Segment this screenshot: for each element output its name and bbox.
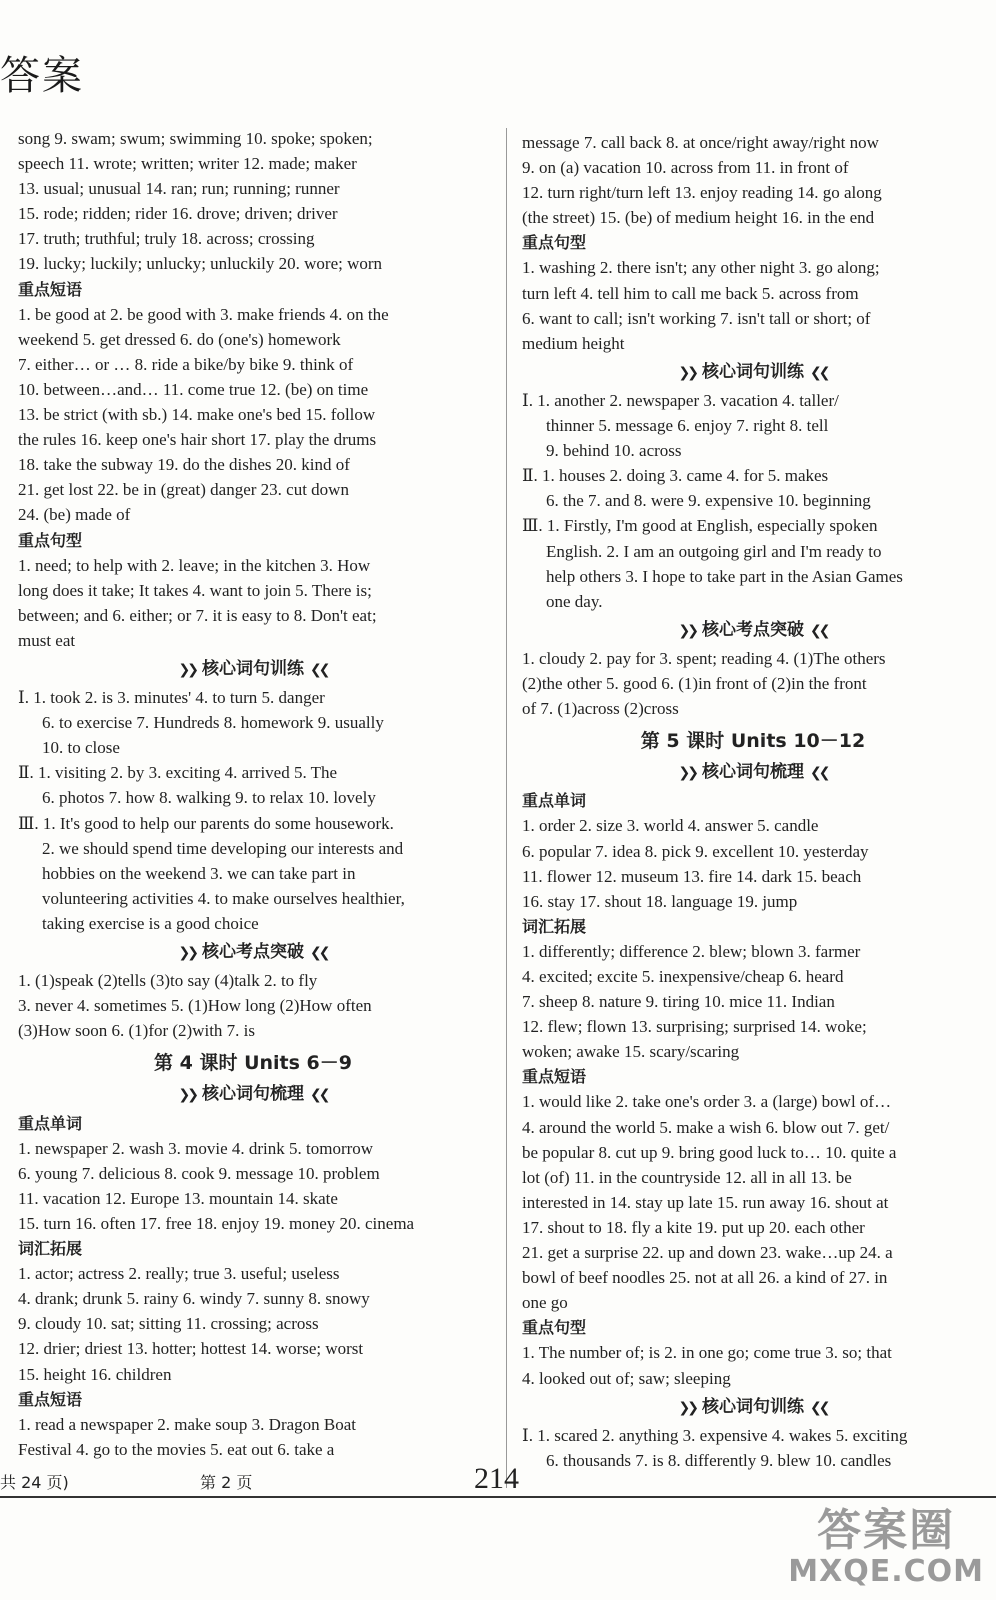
answer-line: the rules 16. keep one's hair short 17. play the drums [18,430,377,450]
answer-line: 1. would like 2. take one's order 3. a (large) bowl of… [522,1092,892,1112]
banner-label: 核心考点突破 [702,619,804,640]
answer-line: 4. drank; drunk 5. rainy 6. windy 7. sunny 8. snowy [18,1289,370,1309]
answer-line: hobbies on the weekend 3. we can take part in [42,863,356,883]
answer-line: 1. be good at 2. be good with 3. make friends 4. on the [18,304,389,324]
page-title: 答案 [0,53,84,99]
section-heading: 重点句型 [18,530,83,550]
answer-line: 18. take the subway 19. do the dishes 20. kind of [18,455,350,475]
answer-line: 1. order 2. size 3. world 4. answer 5. candle [522,816,819,836]
answer-line: volunteering activities 4. to make ourselves healthier, [42,888,405,908]
answer-line: song 9. swam; swum; swimming 10. spoke; spoken; [18,129,373,148]
section-banner [18,940,488,966]
answer-line: 17. shout to 18. fly a kite 19. put up 20. each other [522,1217,865,1237]
answer-line: Ⅰ. 1. scared 2. anything 3. expensive 4. wakes 5. exciting [522,1425,908,1445]
double-chevron-left-icon: ❮❮ [310,661,328,678]
lesson-heading: 第 5 课时 Units 10－12 [640,730,866,753]
answer-line: long does it take; It takes 4. want to join 5. There is; [18,580,372,600]
answer-line: 6. thousands 7. is 8. differently 9. blew 10. candles [546,1450,892,1470]
answer-line: 1. (1)speak (2)tells (3)to say (4)talk 2. to fly [18,971,318,991]
answer-line: 10. between…and… 11. come true 12. (be) on time [18,379,369,399]
footer-rule [0,1496,996,1498]
left-column [18,126,488,1462]
section-heading: 重点短语 [18,1389,83,1409]
watermark-text: 答案圈 [817,1505,956,1556]
answer-line: be popular 8. cut up 9. bring good luck to… 10. quite a [522,1142,897,1162]
answer-line: 11. flower 12. museum 13. fire 14. dark 15. beach [522,866,862,886]
watermark-logo [788,1505,984,1589]
answer-line: of 7. (1)across (2)cross [522,699,679,719]
answer-line: (the street) 15. (be) of medium height 16. in the end [522,208,875,228]
answer-line: 6. to exercise 7. Hundreds 8. homework 9. usually [42,713,384,733]
answer-line: 15. rode; ridden; rider 16. drove; driven; driver [18,204,338,224]
page-footer [0,1462,996,1502]
answer-line: Ⅱ. 1. houses 2. doing 3. came 4. for 5. makes [522,466,829,486]
section-banner [522,360,984,386]
answer-line: 13. be strict (with sb.) 14. make one's bed 15. follow [18,405,376,425]
answer-line: (3)How soon 6. (1)for (2)with 7. is [18,1021,256,1041]
answer-line: medium height [522,333,625,353]
answer-line: 10. to close [42,738,120,758]
answer-line: 4. looked out of; saw; sleeping [522,1368,731,1388]
double-chevron-left-icon: ❮❮ [810,1399,828,1416]
answer-line: 16. stay 17. shout 18. language 19. jump [522,891,798,911]
lesson-heading: 第 4 课时 Units 6－9 [154,1052,352,1075]
answer-line: 9. on (a) vacation 10. across from 11. in front of [522,158,849,178]
double-chevron-right-icon: ❯❯ [678,765,696,782]
watermark-url: MXQE.COM [788,1554,984,1589]
answer-line: 13. usual; unusual 14. ran; run; running; runner [18,179,340,199]
answer-line: bowl of beef noodles 25. not at all 26. a kind of 27. in [522,1268,888,1288]
answer-line: Ⅲ. 1. It's good to help our parents do some housework. [18,813,394,833]
page-label: 第 2 页 [200,1473,253,1492]
answer-line: 6. photos 7. how 8. walking 9. to relax 10. lovely [42,788,376,808]
answer-line: weekend 5. get dressed 6. do (one's) homework [18,329,341,349]
section-heading: 重点句型 [522,233,587,253]
answer-line: Ⅲ. 1. Firstly, I'm good at English, especially spoken [522,516,878,536]
answer-line: woken; awake 15. scary/scaring [522,1042,740,1062]
answer-line: 21. get lost 22. be in (great) danger 23. cut down [18,480,349,500]
answer-line: 1. need; to help with 2. leave; in the kitchen 3. How [18,555,371,575]
total-pages: 共 24 页) [0,1473,69,1492]
answer-line: 2. we should spend time developing our interests and [42,838,404,858]
double-chevron-right-icon: ❯❯ [178,945,196,961]
answer-line: Ⅰ. 1. took 2. is 3. minutes' 4. to turn 5. danger [18,688,325,708]
answer-line: 12. turn right/turn left 13. enjoy reading 14. go along [522,183,882,203]
double-chevron-left-icon: ❮❮ [810,364,828,381]
column-divider [506,128,507,1488]
section-heading: 重点句型 [522,1318,587,1338]
answer-line: 15. turn 16. often 17. free 18. enjoy 19. money 20. cinema [18,1213,415,1233]
page-number: 214 [474,1462,519,1495]
double-chevron-right-icon: ❯❯ [178,661,196,678]
banner-label: 核心词句训练 [202,658,304,679]
answer-line: 1. cloudy 2. pay for 3. spent; reading 4. (1)The others [522,648,886,668]
answer-line: 1. newspaper 2. wash 3. movie 4. drink 5. tomorrow [18,1138,374,1158]
section-heading: 词汇拓展 [522,916,587,936]
answer-line: 12. flew; flown 13. surprising; surprised 14. woke; [522,1017,867,1037]
right-column [514,130,984,1473]
answer-line: 12. drier; driest 13. hotter; hottest 14. worse; worst [18,1339,364,1359]
double-chevron-left-icon: ❮❮ [310,1087,328,1104]
double-chevron-right-icon: ❯❯ [678,622,696,639]
section-heading: 重点短语 [522,1067,587,1087]
answer-line: (2)the other 5. good 6. (1)in front of (2)in the front [522,673,867,693]
banner-label: 核心词句训练 [702,1396,804,1417]
answer-line: 1. read a newspaper 2. make soup 3. Dragon Boat [18,1414,357,1434]
section-heading: 重点单词 [522,791,587,811]
answer-line: interested in 14. stay up late 15. run away 16. shout at [522,1192,889,1212]
answer-line: Festival 4. go to the movies 5. eat out 6. take a [18,1439,335,1459]
answer-line: 4. around the world 5. make a wish 6. blow out 7. get/ [522,1117,890,1137]
answer-line: 7. sheep 8. nature 9. tiring 10. mice 11. Indian [522,992,835,1012]
answer-line: 6. popular 7. idea 8. pick 9. excellent 10. yesterday [522,841,869,861]
answer-line: English. 2. I am an outgoing girl and I'm ready to [546,541,882,561]
answer-line: 11. vacation 12. Europe 13. mountain 14. skate [18,1188,338,1208]
section-banner [18,657,488,683]
answer-line: lot (of) 11. in the countryside 12. all in all 13. be [522,1167,852,1187]
answer-line: 9. cloudy 10. sat; sitting 11. crossing; across [18,1314,319,1334]
answer-line: help others 3. I hope to take part in the Asian Games [546,566,903,586]
answer-line: turn left 4. tell him to call me back 5. across from [522,283,859,303]
double-chevron-right-icon: ❯❯ [678,364,696,381]
answer-line: one day. [546,591,603,611]
section-banner [522,618,984,644]
answer-line: 24. (be) made of [18,505,131,525]
double-chevron-left-icon: ❮❮ [310,945,328,961]
banner-label: 核心词句梳理 [202,1084,304,1105]
answer-line: 21. get a surprise 22. up and down 23. wake…up 24. a [522,1243,893,1263]
answer-line: Ⅱ. 1. visiting 2. by 3. exciting 4. arrived 5. The [18,763,338,783]
section-banner [522,1395,984,1421]
section-heading: 词汇拓展 [18,1239,83,1259]
answer-line: 3. never 4. sometimes 5. (1)How long (2)How often [18,996,372,1016]
answer-line: speech 11. wrote; written; writer 12. made; maker [18,154,357,174]
answer-line: 17. truth; truthful; truly 18. across; crossing [18,229,315,249]
answer-line: 1. differently; difference 2. blew; blown 3. farmer [522,941,861,961]
answer-line: 19. lucky; luckily; unlucky; unluckily 20. wore; worn [18,254,383,274]
answer-line: message 7. call back 8. at once/right away/right now [522,133,879,152]
section-banner [522,760,984,786]
answer-line: 6. want to call; isn't working 7. isn't tall or short; of [522,308,871,328]
answer-line: one go [522,1293,568,1313]
section-heading: 重点短语 [18,279,83,299]
answer-line: 6. young 7. delicious 8. cook 9. message 10. problem [18,1163,380,1183]
answer-line: 1. The number of; is 2. in one go; come true 3. so; that [522,1343,892,1363]
answer-line: 9. behind 10. across [546,441,682,461]
banner-label: 核心词句训练 [702,361,804,382]
answer-line: must eat [18,630,76,650]
double-chevron-right-icon: ❯❯ [178,1087,196,1104]
answer-line: 4. excited; excite 5. inexpensive/cheap 6. heard [522,967,844,986]
answer-line: Ⅰ. 1. another 2. newspaper 3. vacation 4. taller/ [522,390,839,410]
answer-line: thinner 5. message 6. enjoy 7. right 8. tell [546,416,829,436]
section-banner [18,1082,488,1108]
answer-line: 7. either… or … 8. ride a bike/by bike 9. think of [18,354,354,374]
double-chevron-left-icon: ❮❮ [810,765,828,782]
answer-line: 1. actor; actress 2. really; true 3. useful; useless [18,1264,340,1284]
banner-label: 核心考点突破 [202,942,304,962]
double-chevron-right-icon: ❯❯ [678,1399,696,1416]
answer-line: 6. the 7. and 8. were 9. expensive 10. beginning [546,491,871,511]
answer-line: taking exercise is a good choice [42,913,259,933]
answer-line: 15. height 16. children [18,1364,172,1384]
section-heading: 重点单词 [18,1113,83,1133]
double-chevron-left-icon: ❮❮ [810,622,828,639]
answer-line: 1. washing 2. there isn't; any other night 3. go along; [522,258,880,278]
answer-line: between; and 6. either; or 7. it is easy to 8. Don't eat; [18,605,377,625]
banner-label: 核心词句梳理 [702,762,804,783]
